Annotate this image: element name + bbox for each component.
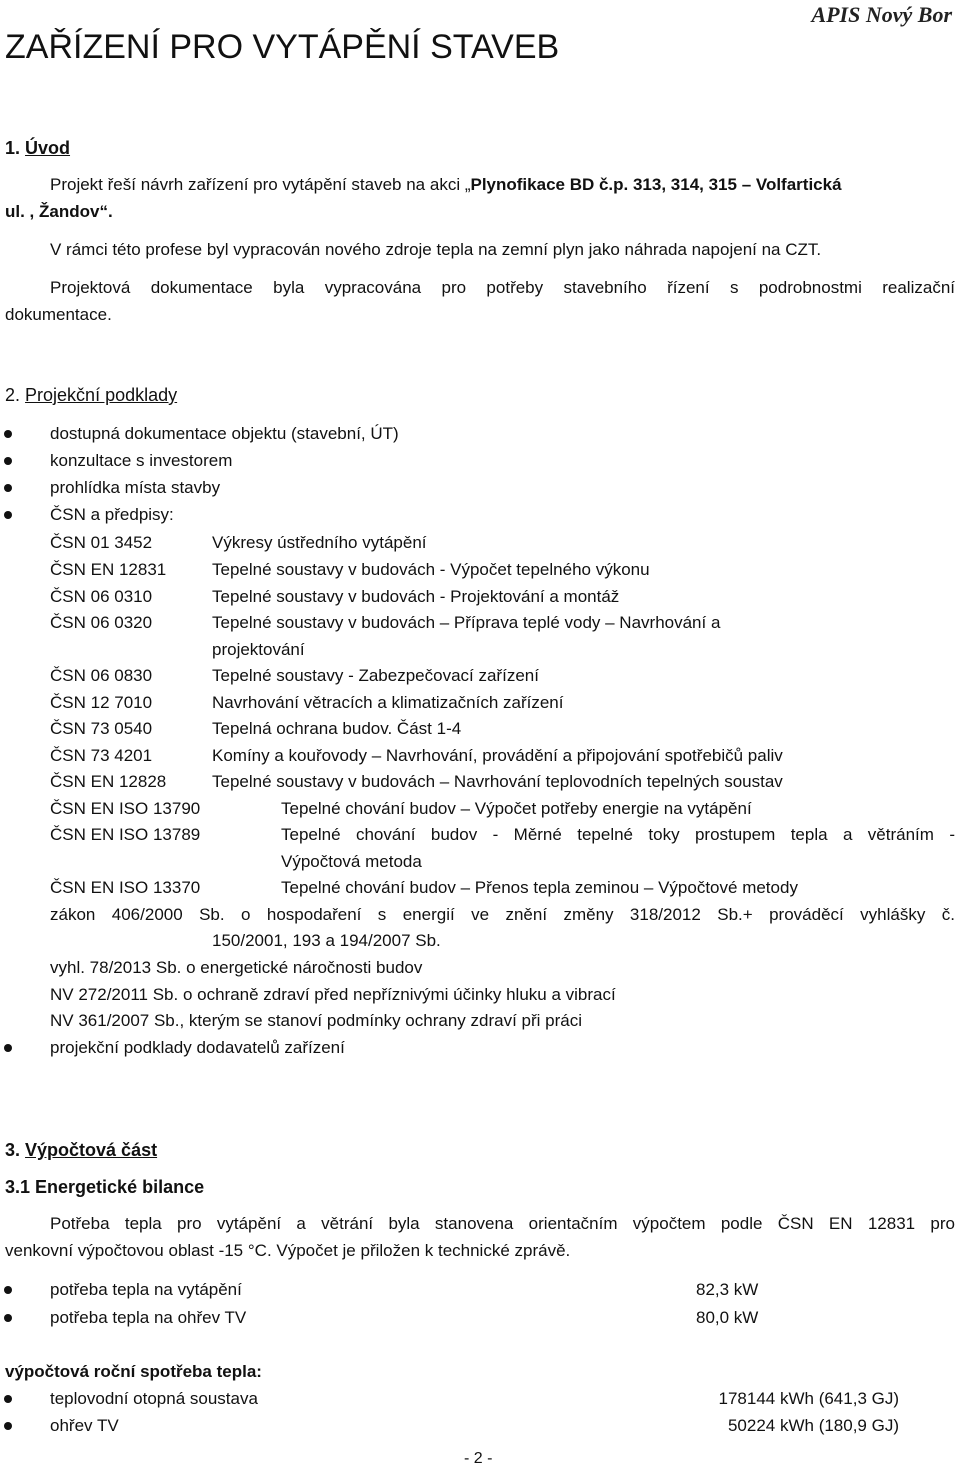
source-item: projekční podklady dodavatelů zařízení: [50, 1038, 345, 1057]
iso-standard-code: ČSN EN ISO 13789: [50, 825, 201, 844]
intro-text-a: Projekt řeší návrh zařízení pro vytápění staveb na akci „: [50, 175, 471, 194]
law-reference: NV 272/2011 Sb. o ochraně zdraví před nepříznivými účinky hluku a vibrací: [50, 985, 616, 1004]
bullet-dot: [4, 1422, 12, 1430]
annual-label: teplovodní otopná soustava: [50, 1389, 258, 1408]
law-reference: zákon 406/2000 Sb. o hospodaření s energií ve znění změny 318/2012 Sb.+ prováděcí vyhlášky č.: [50, 905, 955, 924]
document-title: ZAŘÍZENÍ PRO VYTÁPĚNÍ STAVEB: [5, 28, 560, 66]
bullet-dot: [4, 1044, 12, 1052]
law-reference: NV 361/2007 Sb., kterým se stanoví podmínky ochrany zdraví při práci: [50, 1011, 582, 1030]
standard-description: Komíny a kouřovody – Navrhování, provádění a připojování spotřebičů paliv: [212, 746, 783, 765]
iso-standard-description: Tepelné chování budov - Měrné tepelné toky prostupem tepla a větráním -: [281, 825, 955, 844]
demand-label: potřeba tepla na vytápění: [50, 1280, 242, 1299]
company-logo-text: APIS Nový Bor: [811, 2, 952, 27]
demand-label: potřeba tepla na ohřev TV: [50, 1308, 247, 1327]
section-1-heading: [5, 139, 70, 157]
standard-description: Tepelné soustavy v budovách - Výpočet tepelného výkonu: [212, 560, 650, 579]
section-3-number: 3.: [5, 1140, 21, 1160]
standard-code: ČSN 01 3452: [50, 533, 153, 552]
project-name: Plynofikace BD č.p. 313, 314, 315 – Volfartická: [470, 175, 842, 194]
annual-value: 50224 kWh (180,9 GJ): [727, 1416, 899, 1435]
iso-standard-code: ČSN EN ISO 13370: [50, 878, 201, 897]
bullet-dot: [4, 1395, 12, 1403]
bullet-dot: [4, 1286, 12, 1294]
standard-code: ČSN 06 0830: [50, 666, 153, 685]
section-2-title: Projekční podklady: [25, 385, 178, 405]
source-item: prohlídka místa stavby: [50, 478, 221, 497]
bullet-dot: [4, 430, 12, 438]
bullet-dot: [4, 511, 12, 519]
demand-value: 80,0 kW: [696, 1308, 759, 1327]
law-reference: vyhl. 78/2013 Sb. o energetické náročnosti budov: [50, 958, 423, 977]
section-3-title: Výpočtová část: [25, 1140, 158, 1160]
source-item: ČSN a předpisy:: [50, 505, 174, 524]
standard-code: ČSN 06 0320: [50, 613, 153, 632]
intro-paragraph-3-line2: dokumentace.: [5, 305, 112, 324]
bullet-dot: [4, 1314, 12, 1322]
annual-value: 178144 kWh (641,3 GJ): [718, 1389, 899, 1408]
standard-code: ČSN 73 4201: [50, 746, 153, 765]
section-1-number: 1.: [5, 138, 21, 158]
section-3-heading: [5, 1141, 157, 1159]
standard-code: ČSN 06 0310: [50, 587, 153, 606]
annual-label: ohřev TV: [50, 1416, 119, 1435]
bullet-dot: [4, 457, 12, 465]
law-reference-cont: 150/2001, 193 a 194/2007 Sb.: [212, 931, 441, 950]
intro-paragraph-3-line1: Projektová dokumentace byla vypracována pro potřeby stavebního řízení s podrobnostmi realizační: [50, 278, 955, 297]
standard-description: Tepelné soustavy v budovách – Navrhování teplovodních tepelných soustav: [212, 772, 783, 791]
demand-value: 82,3 kW: [696, 1280, 759, 1299]
subsection-title: 3.1 Energetické bilance: [5, 1177, 205, 1197]
iso-standard-description-cont: Výpočtová metoda: [281, 852, 422, 871]
standard-description: Tepelná ochrana budov. Část 1-4: [212, 719, 462, 738]
standard-description: Tepelné soustavy - Zabezpečovací zařízení: [212, 666, 539, 685]
source-item: konzultace s investorem: [50, 451, 233, 470]
standard-description: Tepelné soustavy v budovách - Projektování a montáž: [212, 587, 620, 606]
standard-code: ČSN EN 12831: [50, 560, 167, 579]
project-location: ul. , Žandov“.: [5, 202, 113, 221]
standard-code: ČSN EN 12828: [50, 772, 167, 791]
energy-paragraph-line2: venkovní výpočtovou oblast -15 °C. Výpočet je přiložen k technické zprávě.: [5, 1241, 571, 1260]
source-item: dostupná dokumentace objektu (stavební, ÚT): [50, 424, 399, 443]
iso-standard-description: Tepelné chování budov – Přenos tepla zeminou – Výpočtové metody: [281, 878, 798, 897]
standard-code: ČSN 12 7010: [50, 693, 153, 712]
standard-description: Navrhování větracích a klimatizačních zařízení: [212, 693, 564, 712]
intro-paragraph-2: V rámci této profese byl vypracován nového zdroje tepla na zemní plyn jako náhrada napojení na CZT.: [50, 240, 822, 259]
section-2-heading: [5, 386, 177, 404]
energy-paragraph-line1: Potřeba tepla pro vytápění a větrání byla stanovena orientačním výpočtem podle ČSN EN 12831 pro: [50, 1214, 955, 1233]
standard-description: Výkresy ústředního vytápění: [212, 533, 427, 552]
standard-code: ČSN 73 0540: [50, 719, 153, 738]
standard-description-cont: projektování: [212, 640, 305, 659]
standard-description: Tepelné soustavy v budovách – Příprava teplé vody – Navrhování a: [212, 613, 721, 632]
intro-paragraph-line1: [50, 176, 842, 193]
iso-standard-code: ČSN EN ISO 13790: [50, 799, 201, 818]
section-1-title: Úvod: [25, 138, 71, 158]
section-2-number: 2.: [5, 385, 21, 405]
annual-consumption-title: výpočtová roční spotřeba tepla:: [5, 1362, 262, 1381]
bullet-dot: [4, 484, 12, 492]
iso-standard-description: Tepelné chování budov – Výpočet potřeby energie na vytápění: [281, 799, 752, 818]
page-number: - 2 -: [464, 1450, 493, 1467]
